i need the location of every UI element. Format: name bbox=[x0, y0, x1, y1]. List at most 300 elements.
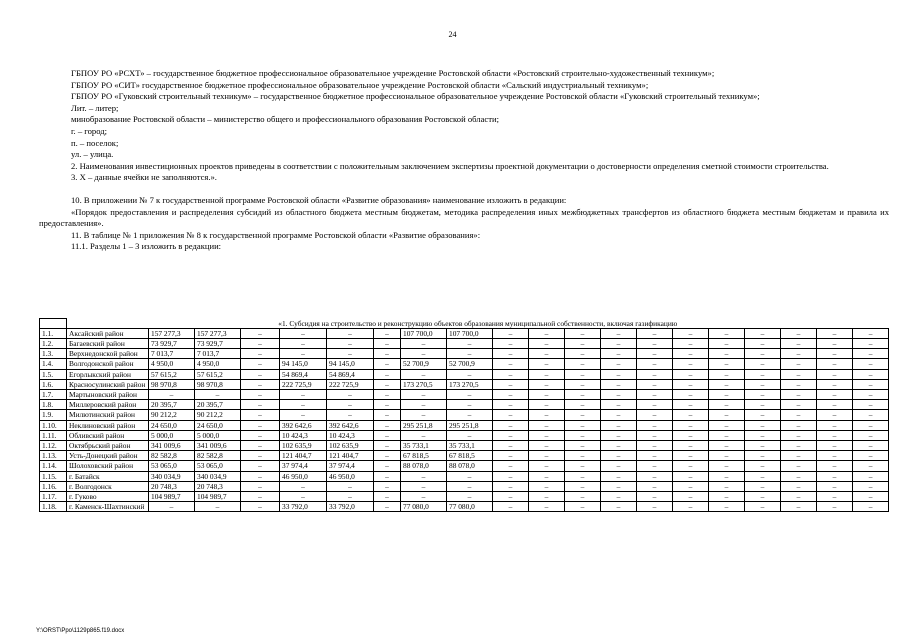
value-cell: – bbox=[601, 491, 637, 501]
value-cell: 340 034,9 bbox=[195, 471, 241, 481]
value-cell: – bbox=[637, 502, 673, 512]
value-cell: 157 277,3 bbox=[149, 328, 195, 338]
value-cell: 121 404,7 bbox=[280, 451, 327, 461]
value-cell: – bbox=[529, 359, 565, 369]
value-cell: – bbox=[241, 410, 280, 420]
value-cell: – bbox=[241, 379, 280, 389]
value-cell: 20 395,7 bbox=[149, 400, 195, 410]
value-cell: – bbox=[565, 481, 601, 491]
value-cell: – bbox=[493, 491, 529, 501]
value-cell: – bbox=[374, 328, 401, 338]
value-cell: – bbox=[565, 338, 601, 348]
value-cell: – bbox=[529, 328, 565, 338]
value-cell: – bbox=[374, 420, 401, 430]
row-number-cell: 1.10. bbox=[40, 420, 67, 430]
value-cell: – bbox=[374, 349, 401, 359]
value-cell: – bbox=[601, 471, 637, 481]
value-cell: – bbox=[493, 440, 529, 450]
value-cell: – bbox=[781, 440, 817, 450]
row-number-cell: 1.11. bbox=[40, 430, 67, 440]
body-paragraph: ул. – улица. bbox=[71, 149, 114, 160]
value-cell: – bbox=[447, 349, 493, 359]
body-paragraph: минобразование Ростовской области – министерство общего и профессионального образования Ростовской области; bbox=[71, 114, 499, 125]
value-cell: – bbox=[447, 430, 493, 440]
value-cell: – bbox=[781, 481, 817, 491]
value-cell: 94 145,0 bbox=[280, 359, 327, 369]
value-cell: – bbox=[565, 430, 601, 440]
value-cell: 102 635,9 bbox=[327, 440, 374, 450]
value-cell: – bbox=[709, 491, 745, 501]
value-cell: 33 792,0 bbox=[327, 502, 374, 512]
table-title-row bbox=[40, 319, 889, 329]
value-cell: – bbox=[781, 471, 817, 481]
value-cell: – bbox=[601, 440, 637, 450]
value-cell: 104 989,7 bbox=[195, 491, 241, 501]
value-cell: – bbox=[781, 430, 817, 440]
subsidy-table bbox=[39, 318, 889, 512]
value-cell: – bbox=[374, 502, 401, 512]
value-cell: – bbox=[529, 369, 565, 379]
value-cell: – bbox=[673, 481, 709, 491]
value-cell: – bbox=[401, 369, 447, 379]
value-cell: – bbox=[601, 410, 637, 420]
value-cell: 340 034,9 bbox=[149, 471, 195, 481]
value-cell: – bbox=[241, 389, 280, 399]
body-paragraph: «Порядок предоставления и распределения субсидий из областного бюджета местным бюджетам, методика распределения иных межбюджетных трансфертов из областного бюджета местным бюджетам и правила их предоставления». bbox=[39, 206, 889, 229]
value-cell: – bbox=[447, 471, 493, 481]
value-cell: – bbox=[401, 471, 447, 481]
value-cell: – bbox=[781, 369, 817, 379]
value-cell: 35 733,1 bbox=[447, 440, 493, 450]
value-cell: 46 950,0 bbox=[327, 471, 374, 481]
value-cell: 77 080,0 bbox=[447, 502, 493, 512]
value-cell: – bbox=[637, 379, 673, 389]
row-number-cell: 1.3. bbox=[40, 349, 67, 359]
value-cell: – bbox=[709, 328, 745, 338]
value-cell: – bbox=[327, 328, 374, 338]
value-cell: 10 424,3 bbox=[280, 430, 327, 440]
value-cell: – bbox=[493, 481, 529, 491]
value-cell: – bbox=[601, 451, 637, 461]
value-cell: – bbox=[673, 461, 709, 471]
value-cell: – bbox=[781, 451, 817, 461]
value-cell: – bbox=[493, 430, 529, 440]
value-cell: 52 700,9 bbox=[447, 359, 493, 369]
value-cell: – bbox=[709, 481, 745, 491]
value-cell: – bbox=[195, 502, 241, 512]
value-cell: 88 078,0 bbox=[447, 461, 493, 471]
value-cell: – bbox=[493, 451, 529, 461]
value-cell: – bbox=[709, 430, 745, 440]
value-cell: – bbox=[781, 502, 817, 512]
value-cell: – bbox=[327, 410, 374, 420]
value-cell: – bbox=[401, 400, 447, 410]
municipality-cell: Милютинский район bbox=[67, 410, 149, 420]
value-cell: 173 270,5 bbox=[447, 379, 493, 389]
value-cell: 20 748,3 bbox=[149, 481, 195, 491]
value-cell: 295 251,8 bbox=[401, 420, 447, 430]
value-cell: – bbox=[817, 359, 853, 369]
municipality-cell: Миллеровский район bbox=[67, 400, 149, 410]
value-cell: – bbox=[673, 338, 709, 348]
value-cell: – bbox=[529, 379, 565, 389]
value-cell: – bbox=[565, 328, 601, 338]
value-cell: – bbox=[709, 451, 745, 461]
body-paragraph: г. – город; bbox=[71, 125, 108, 136]
body-paragraph: ГБПОУ РО «СИТ» государственное бюджетное профессиональное образовательное учреждение Ростовской области «Сальский индустриальный техникум»; bbox=[71, 79, 649, 90]
value-cell: – bbox=[745, 502, 781, 512]
value-cell: – bbox=[529, 461, 565, 471]
value-cell: – bbox=[637, 430, 673, 440]
value-cell: – bbox=[745, 359, 781, 369]
table-row bbox=[40, 451, 889, 461]
value-cell: – bbox=[673, 491, 709, 501]
value-cell: – bbox=[374, 369, 401, 379]
value-cell: – bbox=[374, 338, 401, 348]
value-cell: – bbox=[565, 400, 601, 410]
municipality-cell: Аксайский район bbox=[67, 328, 149, 338]
value-cell: – bbox=[853, 502, 889, 512]
value-cell: – bbox=[745, 328, 781, 338]
value-cell: – bbox=[781, 389, 817, 399]
body-paragraph: 2. Наименования инвестиционных проектов приведены в соответствии с положительным заключением экспертизы проектной документации о достоверности определения сметной стоимости строительства. bbox=[71, 160, 829, 171]
value-cell: – bbox=[709, 338, 745, 348]
value-cell: – bbox=[709, 471, 745, 481]
value-cell: – bbox=[781, 379, 817, 389]
value-cell: – bbox=[817, 400, 853, 410]
value-cell: 392 642,6 bbox=[280, 420, 327, 430]
value-cell: – bbox=[241, 338, 280, 348]
value-cell: 53 065,0 bbox=[195, 461, 241, 471]
page-number: 24 bbox=[448, 30, 457, 39]
value-cell: – bbox=[565, 502, 601, 512]
value-cell: – bbox=[280, 349, 327, 359]
value-cell: – bbox=[853, 379, 889, 389]
value-cell: – bbox=[817, 451, 853, 461]
value-cell: – bbox=[241, 461, 280, 471]
row-number-cell: 1.13. bbox=[40, 451, 67, 461]
value-cell: – bbox=[673, 328, 709, 338]
value-cell: – bbox=[241, 430, 280, 440]
value-cell: – bbox=[817, 481, 853, 491]
value-cell: – bbox=[637, 359, 673, 369]
value-cell: – bbox=[709, 502, 745, 512]
value-cell: 54 869,4 bbox=[327, 369, 374, 379]
value-cell: 52 700,9 bbox=[401, 359, 447, 369]
value-cell: – bbox=[529, 502, 565, 512]
value-cell: – bbox=[493, 471, 529, 481]
value-cell: – bbox=[745, 369, 781, 379]
value-cell: – bbox=[637, 328, 673, 338]
value-cell: – bbox=[493, 328, 529, 338]
value-cell: – bbox=[853, 440, 889, 450]
value-cell: – bbox=[447, 338, 493, 348]
value-cell: 341 009,6 bbox=[195, 440, 241, 450]
value-cell: – bbox=[374, 359, 401, 369]
value-cell: – bbox=[853, 471, 889, 481]
table-title: «1. Субсидия на строительство и реконструкцию объектов образования муниципальной собственности, включая газификацию bbox=[67, 319, 889, 329]
value-cell: – bbox=[853, 491, 889, 501]
value-cell: 46 950,0 bbox=[280, 471, 327, 481]
table-row bbox=[40, 420, 889, 430]
value-cell: – bbox=[637, 461, 673, 471]
value-cell: – bbox=[709, 379, 745, 389]
value-cell: – bbox=[374, 491, 401, 501]
value-cell: – bbox=[241, 359, 280, 369]
value-cell: 107 700,0 bbox=[447, 328, 493, 338]
value-cell: – bbox=[149, 502, 195, 512]
value-cell: – bbox=[529, 349, 565, 359]
value-cell: – bbox=[853, 410, 889, 420]
value-cell: – bbox=[745, 451, 781, 461]
body-paragraph: Лит. – литер; bbox=[71, 102, 119, 113]
value-cell: – bbox=[241, 451, 280, 461]
value-cell: – bbox=[745, 430, 781, 440]
value-cell: – bbox=[853, 328, 889, 338]
row-number-cell: 1.7. bbox=[40, 389, 67, 399]
value-cell: – bbox=[709, 369, 745, 379]
value-cell: – bbox=[493, 502, 529, 512]
value-cell: – bbox=[241, 400, 280, 410]
value-cell: – bbox=[601, 502, 637, 512]
value-cell: – bbox=[745, 461, 781, 471]
value-cell: – bbox=[529, 410, 565, 420]
value-cell: – bbox=[327, 338, 374, 348]
body-paragraph: 3. Х – данные ячейки не заполняются.». bbox=[71, 172, 217, 183]
table-row bbox=[40, 369, 889, 379]
body-paragraph: 11.1. Разделы 1 – 3 изложить в редакции: bbox=[71, 241, 222, 252]
value-cell: – bbox=[601, 359, 637, 369]
value-cell: – bbox=[241, 471, 280, 481]
value-cell: – bbox=[781, 349, 817, 359]
value-cell: – bbox=[327, 349, 374, 359]
value-cell: – bbox=[447, 389, 493, 399]
value-cell: – bbox=[401, 410, 447, 420]
value-cell: 73 929,7 bbox=[149, 338, 195, 348]
value-cell: – bbox=[781, 410, 817, 420]
value-cell: – bbox=[327, 491, 374, 501]
municipality-cell: Егорлыкский район bbox=[67, 369, 149, 379]
row-number-cell: 1.2. bbox=[40, 338, 67, 348]
value-cell: – bbox=[565, 359, 601, 369]
row-number-cell: 1.5. bbox=[40, 369, 67, 379]
row-number-cell: 1.8. bbox=[40, 400, 67, 410]
value-cell: 5 000,0 bbox=[195, 430, 241, 440]
municipality-cell: г. Гуково bbox=[67, 491, 149, 501]
row-number-cell: 1.16. bbox=[40, 481, 67, 491]
value-cell: – bbox=[709, 349, 745, 359]
value-cell: – bbox=[673, 451, 709, 461]
value-cell: – bbox=[853, 338, 889, 348]
value-cell: – bbox=[280, 338, 327, 348]
table-row bbox=[40, 389, 889, 399]
municipality-cell: г. Каменск-Шахтинский bbox=[67, 502, 149, 512]
value-cell: – bbox=[637, 471, 673, 481]
value-cell: – bbox=[529, 420, 565, 430]
value-cell: – bbox=[745, 491, 781, 501]
value-cell: – bbox=[374, 481, 401, 491]
value-cell: – bbox=[374, 430, 401, 440]
value-cell: – bbox=[781, 491, 817, 501]
value-cell: – bbox=[637, 338, 673, 348]
row-number-cell: 1.15. bbox=[40, 471, 67, 481]
value-cell: – bbox=[529, 471, 565, 481]
value-cell: – bbox=[853, 389, 889, 399]
table-row bbox=[40, 328, 889, 338]
value-cell: 295 251,8 bbox=[447, 420, 493, 430]
value-cell: – bbox=[673, 420, 709, 430]
value-cell: – bbox=[781, 400, 817, 410]
value-cell: – bbox=[529, 400, 565, 410]
value-cell: – bbox=[853, 430, 889, 440]
municipality-cell: Обливский район bbox=[67, 430, 149, 440]
municipality-cell: г. Волгодонск bbox=[67, 481, 149, 491]
value-cell: – bbox=[601, 338, 637, 348]
value-cell: – bbox=[673, 440, 709, 450]
value-cell: – bbox=[149, 389, 195, 399]
value-cell: 7 013,7 bbox=[195, 349, 241, 359]
value-cell: – bbox=[709, 400, 745, 410]
value-cell: – bbox=[565, 440, 601, 450]
value-cell: – bbox=[709, 440, 745, 450]
value-cell: – bbox=[817, 369, 853, 379]
value-cell: – bbox=[241, 502, 280, 512]
value-cell: 24 650,0 bbox=[149, 420, 195, 430]
table-row bbox=[40, 440, 889, 450]
row-number-cell: 1.12. bbox=[40, 440, 67, 450]
value-cell: – bbox=[673, 349, 709, 359]
value-cell: 5 000,0 bbox=[149, 430, 195, 440]
value-cell: – bbox=[493, 400, 529, 410]
value-cell: – bbox=[817, 349, 853, 359]
value-cell: – bbox=[817, 420, 853, 430]
value-cell: – bbox=[280, 389, 327, 399]
value-cell: – bbox=[401, 338, 447, 348]
value-cell: – bbox=[853, 359, 889, 369]
table-row bbox=[40, 430, 889, 440]
value-cell: 98 970,8 bbox=[149, 379, 195, 389]
value-cell: 82 582,8 bbox=[149, 451, 195, 461]
body-paragraph: ГБПОУ РО «РСХТ» – государственное бюджетное профессиональное образовательное учреждение Ростовской области «Ростовский строительно-художественный техникум»; bbox=[71, 68, 715, 78]
value-cell: – bbox=[817, 491, 853, 501]
table-row bbox=[40, 491, 889, 501]
value-cell: – bbox=[241, 349, 280, 359]
value-cell: – bbox=[374, 379, 401, 389]
value-cell: – bbox=[781, 328, 817, 338]
body-paragraph: п. – поселок; bbox=[71, 137, 119, 148]
municipality-cell: г. Батайск bbox=[67, 471, 149, 481]
value-cell: – bbox=[374, 410, 401, 420]
value-cell: – bbox=[745, 410, 781, 420]
value-cell: – bbox=[853, 481, 889, 491]
table-row bbox=[40, 379, 889, 389]
row-number-cell: 1.9. bbox=[40, 410, 67, 420]
table-row bbox=[40, 349, 889, 359]
value-cell: – bbox=[637, 440, 673, 450]
value-cell: 73 929,7 bbox=[195, 338, 241, 348]
value-cell: – bbox=[565, 451, 601, 461]
value-cell: – bbox=[401, 389, 447, 399]
value-cell: – bbox=[745, 389, 781, 399]
value-cell: – bbox=[673, 379, 709, 389]
value-cell: – bbox=[853, 369, 889, 379]
value-cell: – bbox=[853, 451, 889, 461]
value-cell: 33 792,0 bbox=[280, 502, 327, 512]
value-cell: – bbox=[853, 420, 889, 430]
file-path-footer: Y:\ORST\Ppo\1129p865.f19.docx bbox=[36, 628, 125, 634]
value-cell: – bbox=[637, 491, 673, 501]
value-cell: – bbox=[493, 410, 529, 420]
value-cell: – bbox=[493, 379, 529, 389]
municipality-cell: Мартыновский район bbox=[67, 389, 149, 399]
municipality-cell: Неклиновский район bbox=[67, 420, 149, 430]
row-number-cell: 1.17. bbox=[40, 491, 67, 501]
value-cell: – bbox=[817, 389, 853, 399]
value-cell: – bbox=[374, 461, 401, 471]
table-row bbox=[40, 471, 889, 481]
value-cell: 90 212,2 bbox=[149, 410, 195, 420]
value-cell: – bbox=[565, 349, 601, 359]
value-cell: – bbox=[745, 481, 781, 491]
value-cell: – bbox=[601, 430, 637, 440]
value-cell: – bbox=[447, 369, 493, 379]
municipality-cell: Волгодонской район bbox=[67, 359, 149, 369]
value-cell: – bbox=[709, 461, 745, 471]
value-cell: 222 725,9 bbox=[327, 379, 374, 389]
value-cell: 94 145,0 bbox=[327, 359, 374, 369]
table-row bbox=[40, 338, 889, 348]
table-row bbox=[40, 400, 889, 410]
row-number-cell: 1.1. bbox=[40, 328, 67, 338]
value-cell: – bbox=[565, 369, 601, 379]
value-cell: 57 615,2 bbox=[195, 369, 241, 379]
value-cell: – bbox=[447, 400, 493, 410]
value-cell: – bbox=[529, 440, 565, 450]
value-cell: – bbox=[529, 430, 565, 440]
value-cell: – bbox=[673, 502, 709, 512]
value-cell: – bbox=[601, 379, 637, 389]
value-cell: – bbox=[673, 359, 709, 369]
value-cell: – bbox=[817, 471, 853, 481]
value-cell: – bbox=[601, 420, 637, 430]
value-cell: – bbox=[401, 349, 447, 359]
value-cell: – bbox=[280, 491, 327, 501]
body-paragraph: ГБПОУ РО «Гуковский строительный техникум» – государственное бюджетное профессиональное образовательное учреждение Ростовской области «Гуковский строительный техникум»; bbox=[71, 91, 760, 102]
value-cell: 53 065,0 bbox=[149, 461, 195, 471]
value-cell: – bbox=[447, 491, 493, 501]
value-cell: – bbox=[327, 389, 374, 399]
value-cell: – bbox=[745, 338, 781, 348]
table-row bbox=[40, 502, 889, 512]
body-paragraph: 10. В приложении № 7 к государственной программе Ростовской области «Развитие образования» наименование изложить в редакции: bbox=[71, 194, 567, 205]
value-cell: – bbox=[601, 328, 637, 338]
value-cell: – bbox=[601, 349, 637, 359]
value-cell: 37 974,4 bbox=[327, 461, 374, 471]
value-cell: 82 582,8 bbox=[195, 451, 241, 461]
value-cell: – bbox=[673, 400, 709, 410]
value-cell: – bbox=[709, 410, 745, 420]
value-cell: 88 078,0 bbox=[401, 461, 447, 471]
value-cell: – bbox=[673, 369, 709, 379]
value-cell: – bbox=[241, 481, 280, 491]
value-cell: – bbox=[817, 410, 853, 420]
value-cell: 24 650,0 bbox=[195, 420, 241, 430]
value-cell: – bbox=[637, 410, 673, 420]
value-cell: 37 974,4 bbox=[280, 461, 327, 471]
value-cell: – bbox=[817, 338, 853, 348]
municipality-cell: Верхнедонской район bbox=[67, 349, 149, 359]
table-row bbox=[40, 481, 889, 491]
